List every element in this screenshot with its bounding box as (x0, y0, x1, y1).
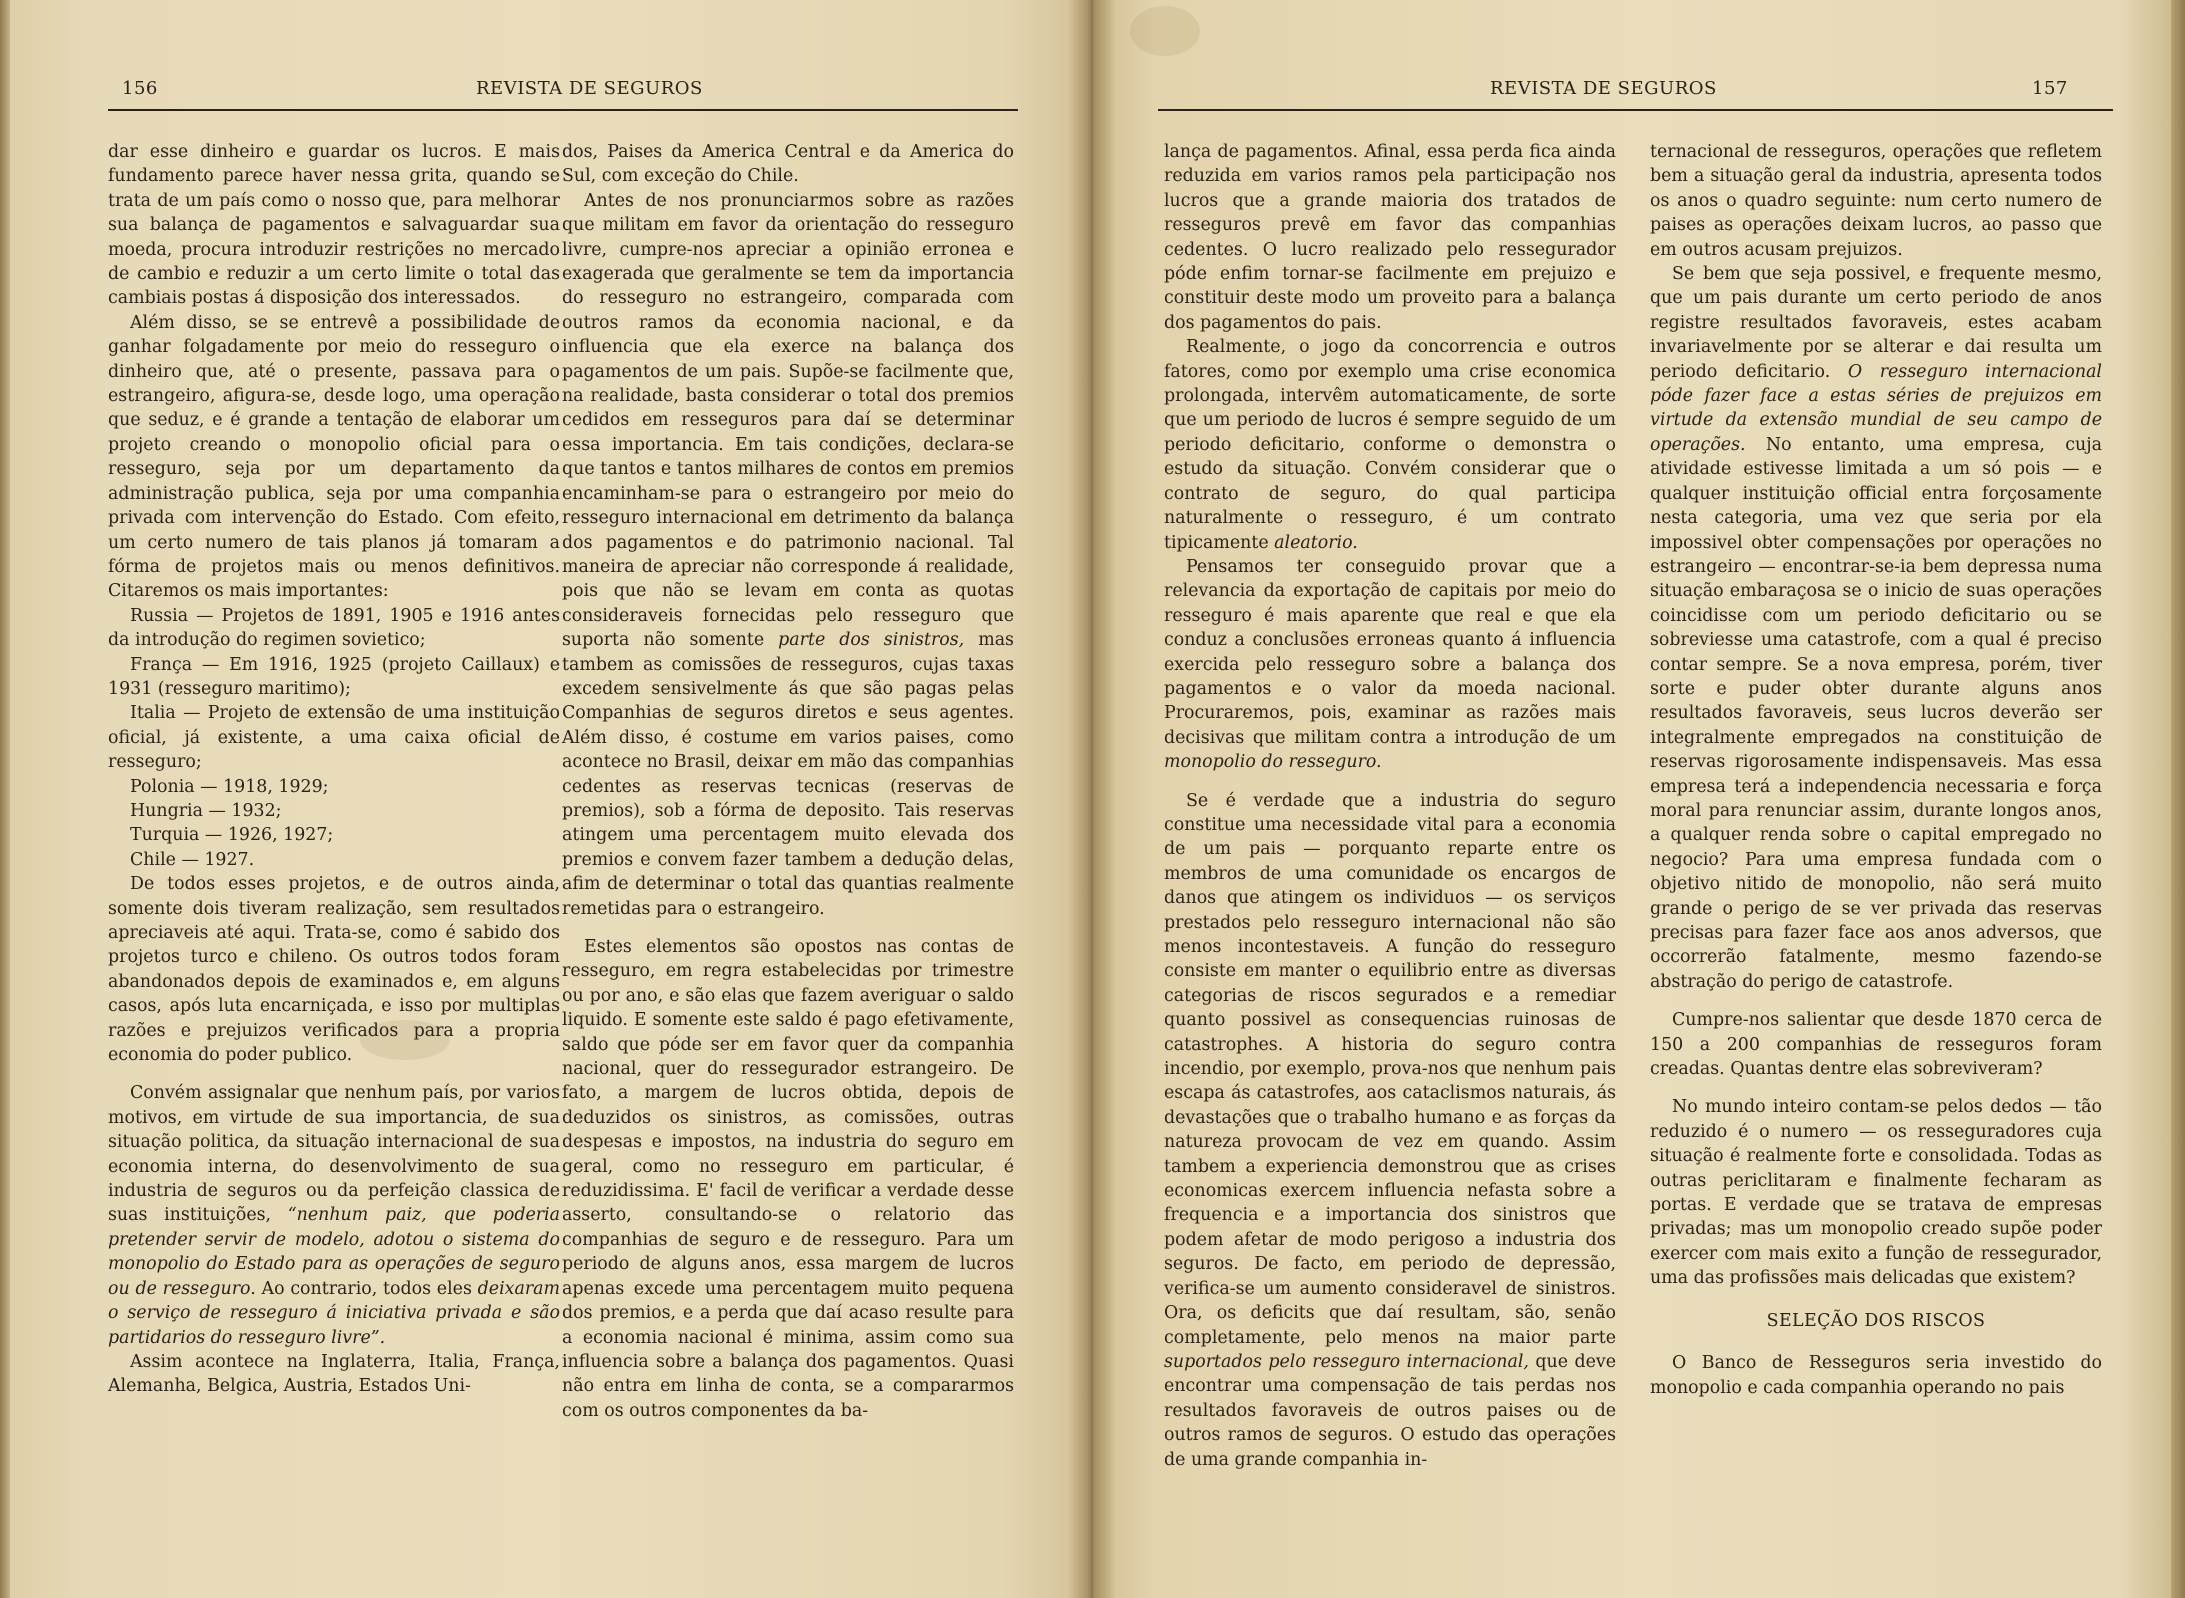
page-number-left: 156 (122, 78, 158, 99)
paragraph-text: Ao contrario, todos eles (261, 1278, 472, 1299)
emphasis-text: aleatorio. (1274, 532, 1358, 553)
paragraph-text: Se bem que seja possivel, e frequente mesmo, que um pais durante um certo periodo de anos registre resultados favoraveis, estes acabam invariavelmente por se alterar e dai resulta um periodo deficitario. (1650, 264, 2102, 382)
column-1 (108, 140, 560, 1399)
paragraph: Além disso, se se entrevê a possibilidade de ganhar folgadamente por meio do resseguro o dinheiro que, até o presente, passava para o estrangeiro, afigura-se, desde logo, uma operação que seduz, e é grande a tentação de elaborar um projeto creando o monopolio oficial para o resseguro, seja por um departamento da administração publica, seja por uma companhia privada com intervenção do Estado. Com efeito, um certo numero de tais planos já tomaram a fórma de projetos mais ou menos definitivos. Citaremos os mais importantes: (108, 312, 560, 602)
paragraph-text: Pensamos ter conseguido provar que a relevancia da exportação de capitais por meio do resseguro é mais aparente que real e que ela conduz a conclusões erroneas quanto á influencia exercida pelo resseguro sobre a balança dos pagamentos e o valor da moeda nacional. Procuraremos, pois, examinar as razões mais decisivas que militam contra a introdução de um (1164, 556, 1616, 748)
paragraph (1164, 555, 1616, 775)
paragraph-text: Antes de nos pronunciarmos sobre as razões que militam em favor da orientação do resseguro livre, cumpre-nos apreciar a opinião erronea e exagerada que geralmente se tem da importancia do resseguro no estrangeiro, comparada com outros ramos da economia nacional, e da influencia que ela exerce na balança dos pagamentos de um pais. Supõe-se facilmente que, na realidade, basta considerar o total dos premios cedidos em resseguros para daí se determinar essa importancia. Em tais condições, declara-se que tantos e tantos milhares de contos em premios encaminham-se para o estrangeiro por meio do resseguro internacional em detrimento da balança dos pagamentos e do patrimonio nacional. Tal maneira de apreciar não corresponde á realidade, pois que não se levam em conta as quotas consideraveis fornecidas pelo resseguro que suporta não somente (562, 190, 1014, 651)
running-head-right: REVISTA DE SEGUROS (1490, 78, 1717, 99)
list-item: Italia — Projeto de extensão de uma instituição oficial, já existente, a uma caixa oficial de resseguro; (108, 703, 560, 773)
list-item: França — Em 1916, 1925 (projeto Caillaux) e 1931 (resseguro maritimo); (108, 654, 560, 699)
left-page (0, 0, 1088, 1598)
list-item: Russia — Projetos de 1891, 1905 e 1916 antes da introdução do regimen sovietico; (108, 605, 560, 651)
quoted-text: deixaram o serviço de resseguro á iniciativa privada e são partidarios do resseguro livre”. (108, 1278, 561, 1348)
list-item: Polonia — 1918, 1929; (130, 776, 329, 797)
paragraph (108, 1081, 560, 1349)
header-rule-left (108, 109, 1018, 111)
paragraph (562, 189, 1014, 921)
paragraph: dar esse dinheiro e guardar os lucros. E mais fundamento parece haver nessa grita, quando se trata de um país como o nosso que, para melhorar sua balança de pagamentos e salvaguardar sua moeda, procura introduzir restrições no mercado de cambio e reduzir a um certo limite o total das cambiais postas á disposição dos interessados. (108, 142, 560, 309)
book-gutter (1068, 0, 1116, 1598)
paragraph-text: Se é verdade que a industria do seguro constitue uma necessidade vital para a economia de um pais — porquanto reparte entre os membros de uma comunidade os encargos de danos que atingem os individuos — os serviços prestados pelo resseguro internacional não são menos incontestaveis. A função do resseguro consiste em manter o equilibrio entre as diversas categorias de riscos segurados e a remediar quanto possivel as consequencias ruinosas de catastrophes. A historia do seguro contra incendio, por exemplo, prova-nos que nenhum pais escapa ás catastrofes, aos cataclismos naturais, ás devastações que o trabalho humano e as forças da natureza provocam de vez em quando. Assim tambem a experiencia demonstrou que as crises economicas exercem influencia nefasta sobre a frequencia e a importancia dos sinistros que podem afetar de modo perigoso a industria dos seguros. De facto, em periodo de depressão, verifica-se um aumento consideravel de sinistros. Ora, os deficits que daí resultam, são, senão completamente, pelo menos na maior parte (1164, 790, 1616, 1348)
paragraph: lança de pagamentos. Afinal, essa perda fica ainda reduzida em varios ramos pela participação nos lucros que a grande maioria dos tratados de resseguros prevê em favor das companhias cedentes. O lucro realizado pelo ressegurador póde enfim tornar-se facilmente em prejuizo e constituir deste modo um proveito para a balança dos pagamentos do pais. (1164, 142, 1616, 333)
page-edge-right (2171, 0, 2185, 1598)
paper-stain (1130, 6, 1200, 56)
paragraph: ternacional de resseguros, operações que refletem bem a situação geral da industria, apresenta todos os anos o quadro seguinte: num certo numero de paises as operações deixam lucros, ao passo que em outros acusam prejuizos. (1650, 142, 2102, 260)
paragraph-text: que deve encontrar uma compensação de tais perdas nos resultados favoraveis de outros paises ou de outros ramos de seguros. O estudo das operações de uma grande companhia in- (1164, 1351, 1616, 1470)
paragraph (1650, 262, 2102, 994)
paragraph: O Banco de Resseguros seria investido do monopolio e cada companhia operando no pais (1650, 1353, 2102, 1398)
column-2 (562, 140, 1014, 1423)
column-4 (1650, 140, 2102, 1400)
paragraph: De todos esses projetos, e de outros ainda, somente dois tiveram realização, sem resultados apreciaveis até aqui. Trata-se, como é sabido dos projetos turco e chileno. Os outros todos foram abandonados depois de examinados e, em alguns casos, após luta encarniçada, e isso por multiplas razões e prejuizos verificados para a propria economia do poder publico. (108, 874, 560, 1066)
paragraph: Assim acontece na Inglaterra, Italia, França, Alemanha, Belgica, Austria, Estados Uni- (108, 1351, 560, 1397)
paragraph: Estes elementos são opostos nas contas de resseguro, em regra estabelecidas por trimestre ou por ano, e são elas que fazem averiguar o saldo liquido. E somente este saldo é pago efetivamente, saldo que póde ser em favor quer da companhia nacional, quer do ressegurador estrangeiro. De fato, a margem de lucros obtida, depois de deduzidos os sinistros, as comissões, outras despesas e impostos, na industria do seguro em geral, como no resseguro em particular, é reduzidissima. E' facil de verificar a verdade desse asserto, consultando-se o relatorio das companhias de seguro e de resseguro. Para um periodo de alguns anos, essa margem de lucros apenas excede uma percentagem muito pequena dos premios, e a perda que daí acaso resulte para a economia nacional é minima, assim como sua influencia sobre a balança dos pagamentos. Quasi não entra em linha de conta, se a compararmos com os outros componentes da ba- (562, 937, 1014, 1421)
header-rule-right (1158, 109, 2113, 111)
list-item: Chile — 1927. (130, 849, 255, 870)
emphasis-text: suportados pelo resseguro internacional, (1164, 1351, 1529, 1372)
page-edge-left (0, 0, 10, 1598)
page-number-right: 157 (2032, 78, 2068, 99)
paragraph: dos, Paises da America Central e da America do Sul, com exceção do Chile. (562, 142, 1014, 187)
paragraph: No mundo inteiro contam-se pelos dedos — tão reduzido é o numero — os resseguradores cuja situação é realmente forte e consolidada. Todas as outras periclitaram e finalmente fecharam as portas. E verdade que se tratava de empresas privadas; mas um monopolio creado supõe poder exercer com mais exito a função de ressegurador, uma das profissões mais delicadas que existem? (1650, 1097, 2102, 1289)
paragraph-text: Convém assignalar que nenhum país, por varios motivos, em virtude de sua importancia, de sua situação politica, da situação internacional de sua economia interna, do desenvolvimento de sua industria de seguros ou da perfeição classica de suas instituições, (108, 1083, 560, 1226)
paragraph-text: No entanto, uma empresa, cuja atividade estivesse limitada a um só pois — e qualquer instituição official entra forçosamente nesta categoria, uma vez que seria por ela impossivel obter compensações por operações no estrangeiro — encontrar-se-ia bem depressa numa situação embaraçosa se o inicio de suas operações coincidisse com um periodo deficitario ou se sobreviesse uma catastrofe, com a qual é preciso contar sempre. Se a nova empresa, porém, tiver sorte e puder obter durante alguns anos resultados favoraveis, seus lucros deverão ser integralmente empregados na constituição de reservas rigorosamente indispensaveis. Mas essa empresa terá a independencia necessaria e força moral para renunciar assim, durante longos anos, a qualquer renda sobre o capital empregado no negocio? Para uma empresa fundada com o objetivo nitido de monopolio, não será muito grande o perigo de se ver privada das reservas precisas para fazer face aos anos adversos, que occorrerão fatalmente, mesmo fazendo-se abstração do perigo de catastrofe. (1650, 434, 2102, 992)
paragraph-text: mas tambem as comissões de resseguros, cujas taxas excedem sensivelmente ás que são pagas pelas Companhias de seguros diretos e seus agentes. Além disso, é costume em varios paises, como acontece no Brasil, deixar em mão das companhias cedentes as reservas tecnicas (reservas de premios), sob a fórma de deposito. Tais reservas atingem uma percentagem muito elevada dos premios e convem fazer tambem a dedução delas, afim de determinar o total das quantias realmente remetidas para o estrangeiro. (562, 630, 1014, 919)
paragraph: Cumpre-nos salientar que desde 1870 cerca de 150 a 200 companhias de resseguros foram creadas. Quantas dentre elas sobreviveram? (1650, 1010, 2102, 1080)
paragraph-text: Realmente, o jogo da concorrencia e outros fatores, como por exemplo uma crise economica prolongada, intervêm automaticamente, de sorte que um periodo de lucros é sempre seguido de um periodo deficitario, conforme o demonstra o estudo da situação. Convém considerar que o contrato de seguro, do qual participa naturalmente o resseguro, é um contrato tipicamente (1164, 337, 1616, 553)
quoted-text: “nenhum paiz, que poderia pretender servir de modelo, adotou o sistema do monopolio do Estado para as operações de seguro ou de resseguro. (108, 1205, 560, 1299)
right-page (1090, 0, 2185, 1598)
list-item: Turquia — 1926, 1927; (130, 825, 334, 846)
emphasis-text: parte dos sinistros, (778, 630, 965, 651)
emphasis-text: O resseguro internacional póde fazer face a estas séries de prejuizos em virtude da extensão mundial de seu campo de operações. (1650, 361, 2102, 455)
emphasis-text: monopolio do resseguro. (1164, 752, 1382, 773)
paragraph (1164, 335, 1616, 555)
running-head-left: REVISTA DE SEGUROS (476, 78, 703, 99)
column-3 (1164, 140, 1616, 1472)
paragraph (1164, 789, 1616, 1472)
list-item: Hungria — 1932; (130, 800, 282, 821)
section-heading: SELEÇÃO DOS RISCOS (1766, 1310, 1986, 1331)
